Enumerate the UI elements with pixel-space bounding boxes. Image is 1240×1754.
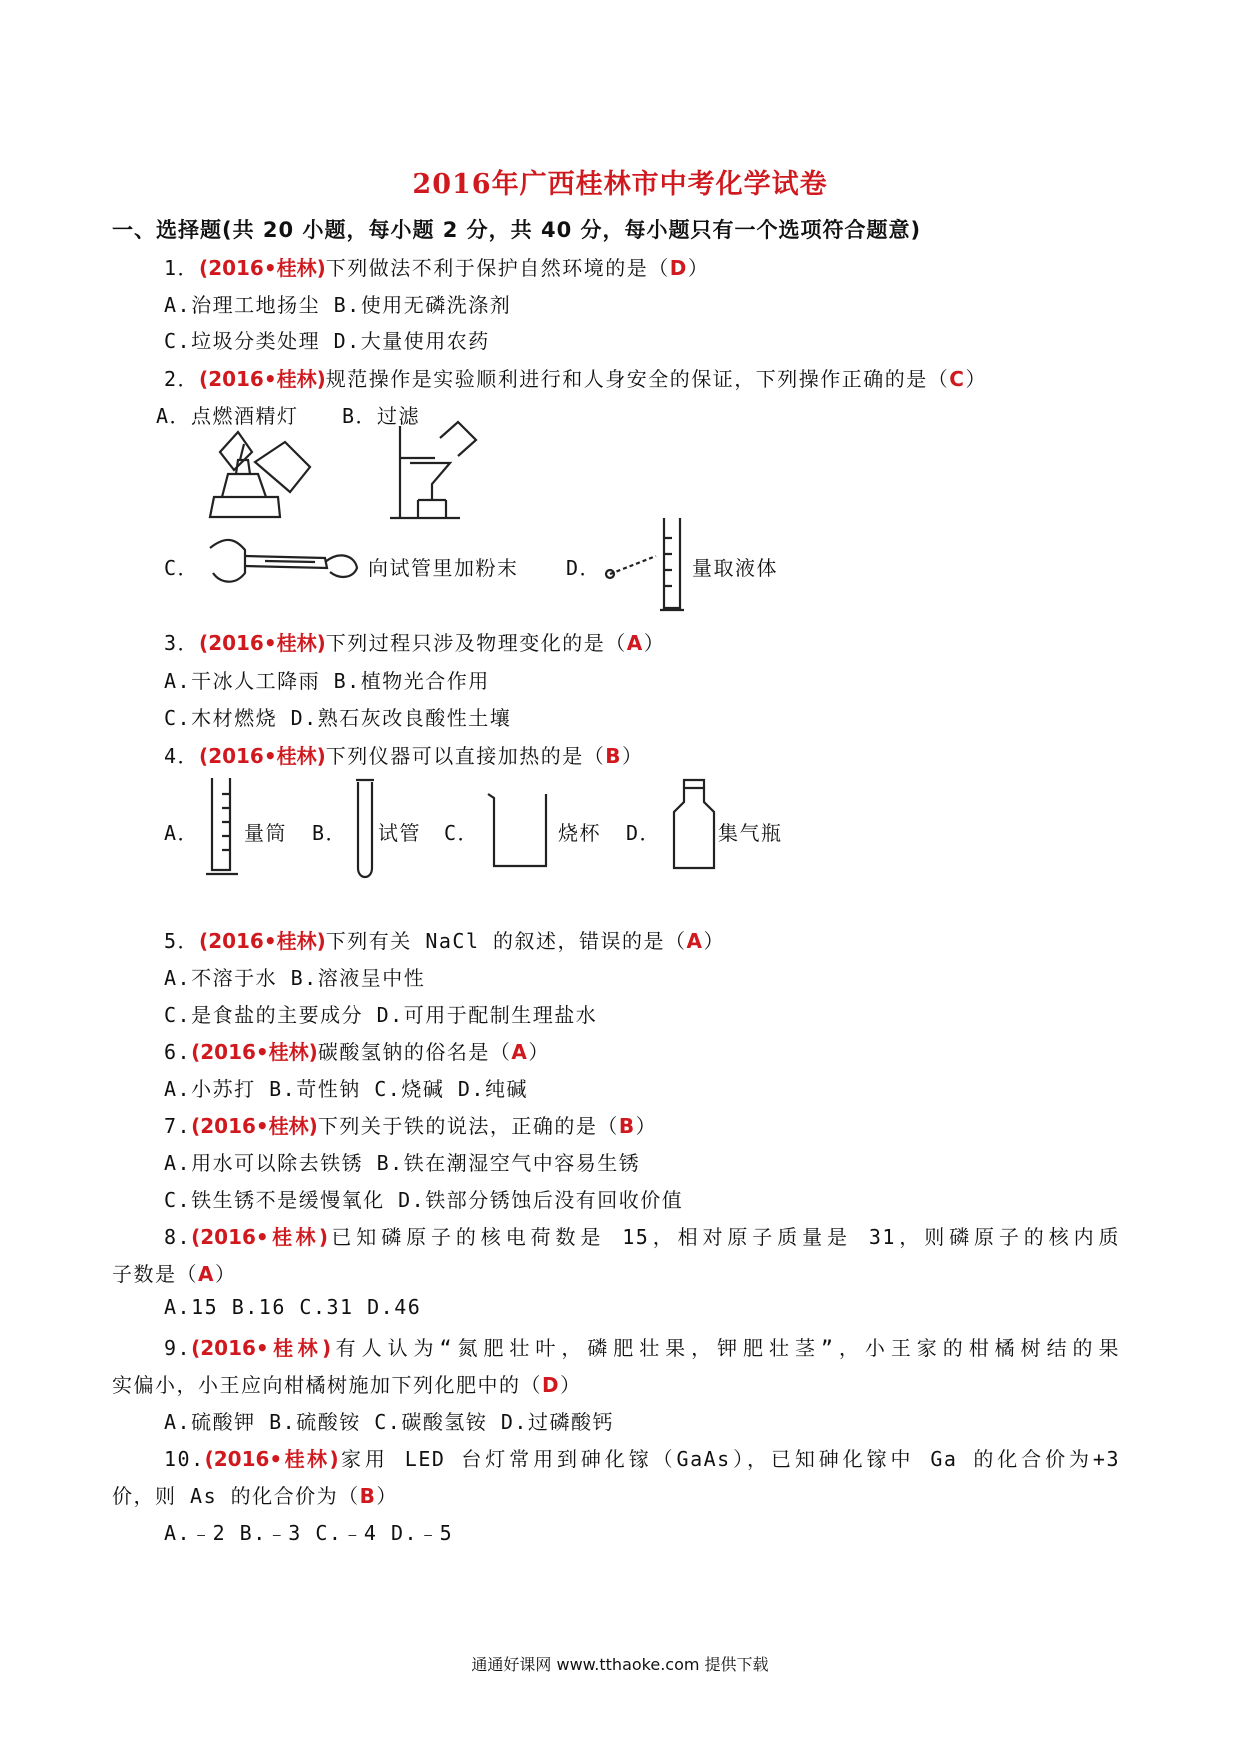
q4-option-c-text: 烧杯 [558,821,601,845]
question-6: 6.(2016•桂林)碳酸氢钠的俗名是（A） [164,1040,550,1064]
add-powder-figure [205,528,365,593]
measure-liquid-figure [600,512,690,617]
question-10: 10.(2016•桂林)家用 LED 台灯常用到砷化镓（GaAs），已知砷化镓中 Ga 的化合价为+3 [164,1447,1120,1471]
gas-bottle-figure [666,776,722,878]
source-tag: (2016•桂林) [199,367,326,391]
question-1: 1．(2016•桂林)下列做法不利于保护自然环境的是（D） [164,256,710,280]
question-5: 5．(2016•桂林)下列有关 NaCl 的叙述，错误的是（A） [164,929,726,953]
question-1-options-1: A.治理工地扬尘 B.使用无磷洗涤剂 [164,293,512,317]
source-tag: (2016•桂林) [199,631,326,655]
question-6-options-1: A.小苏打 B.苛性钠 C.烧碱 D.纯碱 [164,1077,528,1101]
q2-option-c-text: 向试管里加粉末 [368,556,519,580]
question-3-options-2: C.木材燃烧 D.熟石灰改良酸性土壤 [164,706,512,730]
test-tube-figure [350,776,380,886]
question-10-cont: 价，则 As 的化合价为（B） [112,1484,398,1508]
q2-option-c-label: C． [164,556,200,580]
q2-option-d-text: 量取液体 [692,556,778,580]
answer-7: B [618,1114,636,1138]
q4-option-a-label: A． [164,821,200,845]
question-5-options-2: C.是食盐的主要成分 D.可用于配制生理盐水 [164,1003,598,1027]
page-footer: 通通好课网 www.tthaoke.com 提供下载 [471,1655,769,1674]
answer-9: D [542,1373,561,1397]
q4-option-a-text: 量筒 [244,821,287,845]
q4-option-b-label: B． [312,821,348,845]
source-tag: (2016•桂林) [199,256,326,280]
question-5-options-1: A.不溶于水 B.溶液呈中性 [164,966,426,990]
question-8: 8.(2016•桂林)已知磷原子的核电荷数是 15，相对原子质量是 31，则磷原子的核内质 [164,1225,1120,1249]
answer-1: D [669,256,688,280]
source-tag: (2016•桂林) [191,1040,318,1064]
question-4: 4．(2016•桂林)下列仪器可以直接加热的是（B） [164,744,644,768]
answer-2: C [949,367,966,391]
filtration-figure [380,418,490,528]
answer-4: B [605,744,623,768]
answer-6: A [511,1040,529,1064]
question-3-options-1: A.干冰人工降雨 B.植物光合作用 [164,669,490,693]
question-9: 9.(2016•桂林)有人认为“氮肥壮叶，磷肥壮果，钾肥壮茎”，小王家的柑橘树结的果 [164,1336,1120,1360]
question-9-cont: 实偏小，小王应向柑橘树施加下列化肥中的（D） [112,1373,582,1397]
q2-option-d-label: D． [566,556,602,580]
answer-3: A [626,631,644,655]
question-1-options-2: C.垃圾分类处理 D.大量使用农药 [164,329,490,353]
page-title: 2016年广西桂林市中考化学试卷 [412,169,828,200]
source-tag: (2016•桂林) [191,1114,318,1138]
q2-option-b-label: B．过滤 [342,404,421,428]
alcohol-lamp-figure [200,422,330,532]
question-7-options-2: C.铁生锈不是缓慢氧化 D.铁部分锈蚀后没有回收价值 [164,1188,684,1212]
source-tag: (2016•桂林) [199,744,326,768]
source-tag: (2016•桂林) [199,929,326,953]
source-tag: (2016•桂林) [191,1225,329,1249]
question-10-options-1: A.﹣2 B.﹣3 C.﹣4 D.﹣5 [164,1521,454,1545]
source-tag: (2016•桂林) [204,1447,339,1471]
section-heading: 一、选择题(共 20 小题，每小题 2 分，共 40 分，每小题只有一个选项符合题意) [112,218,922,242]
answer-8: A [198,1262,215,1286]
q4-option-d-label: D． [626,821,662,845]
question-8-options-1: A.15 B.16 C.31 D.46 [164,1295,422,1319]
answer-10: B [359,1484,377,1508]
answer-5: A [686,929,704,953]
q4-option-b-text: 试管 [378,821,421,845]
graduated-cylinder-figure [204,774,246,884]
q4-option-c-label: C． [444,821,480,845]
q4-option-d-text: 集气瓶 [718,821,783,845]
question-2: 2．(2016•桂林)规范操作是实验顺利进行和人身安全的保证，下列操作正确的是（C） [164,367,987,391]
question-9-options-1: A.硫酸钾 B.硫酸铵 C.碳酸氢铵 D.过磷酸钙 [164,1410,614,1434]
question-3: 3．(2016•桂林)下列过程只涉及物理变化的是（A） [164,631,666,655]
beaker-figure [484,786,556,876]
q2-option-a-label: A．点燃酒精灯 [156,404,299,428]
question-7: 7.(2016•桂林)下列关于铁的说法，正确的是（B） [164,1114,658,1138]
question-8-cont: 子数是（A） [112,1262,237,1286]
question-7-options-1: A.用水可以除去铁锈 B.铁在潮湿空气中容易生锈 [164,1151,641,1175]
source-tag: (2016•桂林) [191,1336,332,1360]
